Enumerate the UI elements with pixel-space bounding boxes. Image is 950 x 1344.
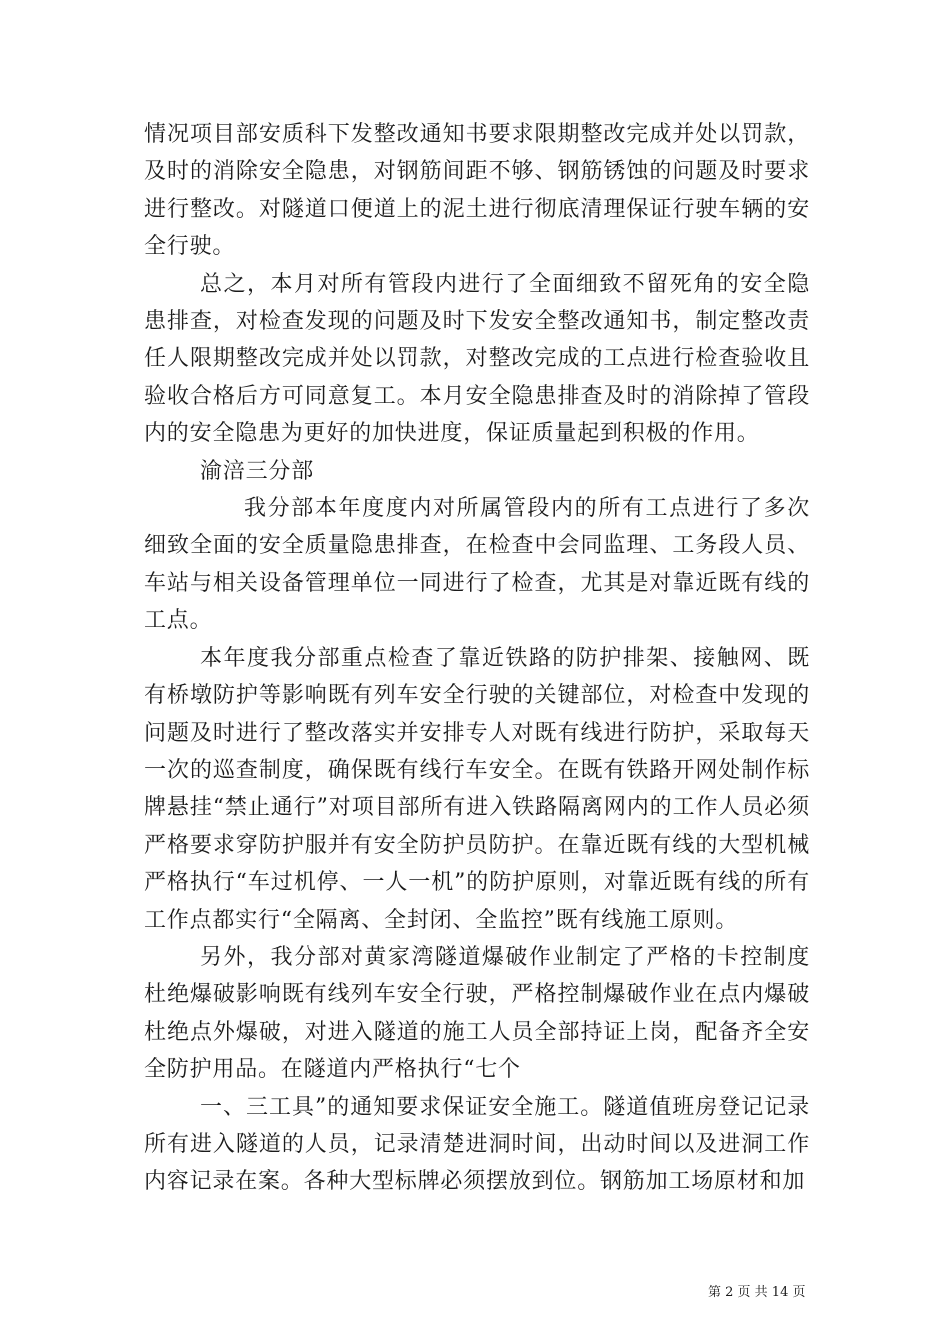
paragraph-5: 另外，我分部对黄家湾隧道爆破作业制定了严格的卡控制度杜绝爆破影响既有线列车安全行驶，严格控制爆破作业在点内爆破杜绝点外爆破，对进入隧道的施工人员全部持证上岗，配备齐全安全防护用品。在隧道内严格执行“七个 <box>144 944 810 1083</box>
paragraph-2: 总之，本月对所有管段内进行了全面细致不留死角的安全隐患排查，对检查发现的问题及时下发安全整改通知书，制定整改责任人限期整改完成并处以罚款，对整改完成的工点进行检查验收且验收合格后方可同意复工。本月安全隐患排查及时的消除掉了管段内的安全隐患为更好的加快进度，保证质量起到积极的作用。 <box>144 271 810 447</box>
section-heading: 渝涪三分部 <box>200 458 315 484</box>
document-body <box>144 116 810 1201</box>
page-number-footer: 第 2 页 共 14 页 <box>708 1285 806 1300</box>
paragraph-3: 我分部本年度度内对所属管段内的所有工点进行了多次细致全面的安全质量隐患排查，在检查中会同监理、工务段人员、车站与相关设备管理单位一同进行了检查，尤其是对靠近既有线的工点。 <box>144 496 810 634</box>
paragraph-1: 情况项目部安质科下发整改通知书要求限期整改完成并处以罚款，及时的消除安全隐患，对钢筋间距不够、钢筋锈蚀的问题及时要求进行整改。对隧道口便道上的泥土进行彻底清理保证行驶车辆的安全行驶。 <box>144 122 810 260</box>
paragraph-4: 本年度我分部重点检查了靠近铁路的防护排架、接触网、既有桥墩防护等影响既有列车安全行驶的关键部位，对检查中发现的问题及时进行了整改落实并安排专人对既有线进行防护，采取每天一次的巡查制度，确保既有线行车安全。在既有铁路开网处制作标牌悬挂“禁止通行”对项目部所有进入铁路隔离网内的工作人员必须严格要求穿防护服并有安全防护员防护。在靠近既有线的大型机械严格执行“车过机停、一人一机”的防护原则，对靠近既有线的所有工作点都实行“全隔离、全封闭、全监控”既有线施工原则。 <box>144 645 810 933</box>
paragraph-6: 一、三工具”的通知要求保证安全施工。隧道值班房登记记录所有进入隧道的人员，记录清楚进洞时间，出动时间以及进洞工作内容记录在案。各种大型标牌必须摆放到位。钢筋加工场原材和加 <box>144 1094 810 1195</box>
